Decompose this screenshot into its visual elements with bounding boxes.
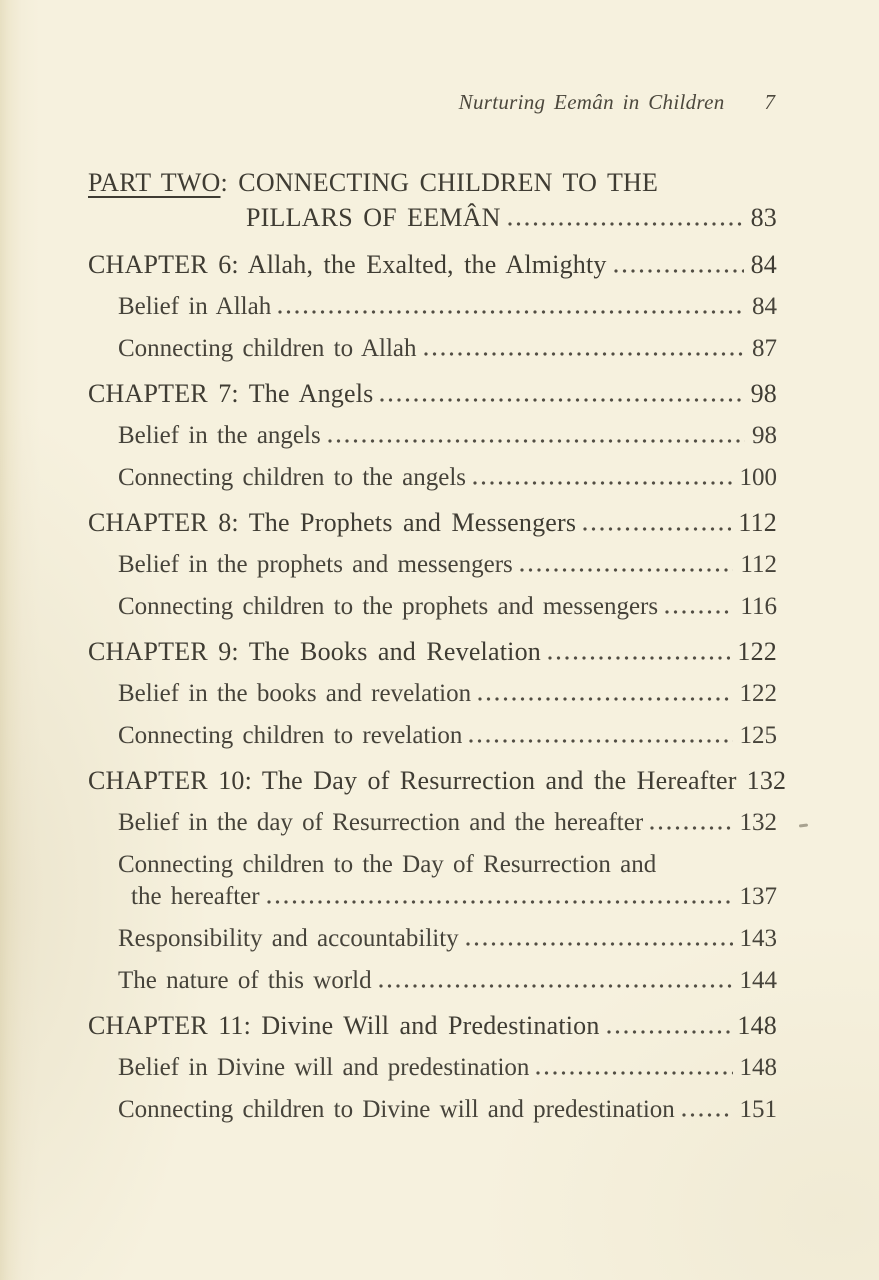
toc-entry-chapter-10 <box>88 765 787 796</box>
toc-part-title-line2: PILLARS OF EEMÂN <box>246 203 501 232</box>
toc-entry-connecting-prophets <box>88 591 777 622</box>
toc-entry-belief-books <box>88 678 777 709</box>
dot-leader <box>583 527 731 531</box>
toc-entry-page: 125 <box>739 722 777 749</box>
dot-leader <box>739 785 745 789</box>
toc-entry-label: Connecting children to revelation <box>118 722 463 749</box>
dot-leader <box>380 398 743 402</box>
dot-leader <box>267 900 733 904</box>
toc-entry-page: 112 <box>740 551 777 578</box>
dot-leader <box>469 739 732 743</box>
running-title: Nurturing Eemân in Children <box>458 90 725 114</box>
toc-part-page: 83 <box>750 203 777 232</box>
toc-entry-belief-divine-will <box>88 1052 777 1083</box>
toc-entry-chapter-6 <box>88 249 777 280</box>
toc-entry-responsibility <box>88 923 777 954</box>
toc-entry-page: 98 <box>752 422 777 449</box>
toc-entry-page: 116 <box>740 593 777 620</box>
toc-entry-connecting-revelation <box>88 720 777 751</box>
toc-entry-label: Belief in Divine will and predestination <box>118 1054 530 1081</box>
toc-entry-page: 122 <box>737 637 777 666</box>
dot-leader <box>379 984 733 988</box>
dot-leader <box>466 942 733 946</box>
toc-entry-page: 148 <box>739 1054 777 1081</box>
dot-leader <box>278 310 745 314</box>
toc-entry-chapter-9 <box>88 636 777 667</box>
toc-entry-page: 84 <box>750 250 777 279</box>
toc-entry-label: Responsibility and accountability <box>118 925 459 952</box>
toc-entry-page: 143 <box>739 925 777 952</box>
toc-entry-page: 87 <box>752 335 777 362</box>
dot-leader <box>473 481 732 485</box>
toc-entry-label-continued: the hereafter <box>131 883 260 910</box>
toc-entry-connecting-angels <box>88 462 777 493</box>
toc-entry-belief-prophets <box>88 549 777 580</box>
dot-leader <box>548 656 730 660</box>
toc-entry-label: Belief in Allah <box>118 293 272 320</box>
toc-entry-label: CHAPTER 11: Divine Will and Predestination <box>88 1011 600 1040</box>
toc-entry-label: Belief in the books and revelation <box>118 680 472 707</box>
toc-entry-label: Belief in the day of Resurrection and the hereafter <box>118 809 644 836</box>
toc-entry-chapter-11 <box>88 1010 777 1041</box>
toc-entry-chapter-7 <box>88 378 777 409</box>
toc-entry-label: Connecting children to Divine will and predestination <box>118 1096 675 1123</box>
toc-entry-label-line2 <box>118 881 777 912</box>
toc-entry-belief-in-allah <box>88 291 777 322</box>
dot-leader <box>614 269 744 273</box>
running-header <box>0 0 879 115</box>
toc-entry-page: 112 <box>738 508 777 537</box>
table-of-contents <box>0 165 879 1125</box>
toc-part-line2 <box>88 200 777 235</box>
dot-leader <box>536 1071 732 1075</box>
dot-leader <box>478 697 732 701</box>
toc-entry-belief-resurrection <box>88 807 777 838</box>
dot-leader <box>508 222 744 226</box>
toc-entry-label: CHAPTER 6: Allah, the Exalted, the Almighty <box>88 250 607 279</box>
toc-entry-label: Connecting children to the Day of Resurrection and <box>118 851 657 878</box>
toc-entry-page: 148 <box>737 1011 777 1040</box>
toc-entry-page: 98 <box>750 379 777 408</box>
toc-entry-label: Belief in the prophets and messengers <box>118 551 513 578</box>
toc-entry-page: 100 <box>739 464 777 491</box>
toc-entry-label: CHAPTER 10: The Day of Resurrection and the Hereafter <box>88 766 737 795</box>
toc-entry-label: Connecting children to Allah <box>118 335 417 362</box>
dot-leader <box>650 826 732 830</box>
toc-entry-label: CHAPTER 7: The Angels <box>88 379 374 408</box>
toc-entry-label: Belief in the angels <box>118 422 321 449</box>
toc-entry-connecting-resurrection <box>88 849 777 912</box>
toc-entry-connecting-allah <box>88 333 777 364</box>
toc-entry-page: 144 <box>739 967 777 994</box>
toc-part-label: PART TWO <box>88 168 221 197</box>
toc-entry-label: CHAPTER 9: The Books and Revelation <box>88 637 541 666</box>
toc-entry-belief-angels <box>88 420 777 451</box>
dot-leader <box>520 568 734 572</box>
toc-part-line1 <box>88 165 777 200</box>
toc-entry-nature-of-world <box>88 965 777 996</box>
dot-leader <box>424 352 745 356</box>
dot-leader <box>682 1113 733 1117</box>
toc-entry-label: The nature of this world <box>118 967 372 994</box>
toc-entry-page: 122 <box>739 680 777 707</box>
dot-leader <box>607 1030 731 1034</box>
toc-entry-page: 132 <box>746 766 787 795</box>
toc-entry-label-line1 <box>118 849 777 880</box>
page-number: 7 <box>764 90 775 114</box>
toc-entry-label: Connecting children to the angels <box>118 464 467 491</box>
dot-leader <box>328 439 745 443</box>
toc-entry-label: CHAPTER 8: The Prophets and Messengers <box>88 508 577 537</box>
toc-part-title-line1: CONNECTING CHILDREN TO THE <box>238 168 659 197</box>
toc-part-separator: : <box>220 168 239 197</box>
toc-entry-page: 132 <box>739 809 777 836</box>
toc-part-heading <box>88 165 777 235</box>
toc-entry-connecting-divine-will <box>88 1094 777 1125</box>
toc-entry-label: Connecting children to the prophets and messengers <box>118 593 659 620</box>
toc-entry-page: 84 <box>752 293 777 320</box>
toc-entry-page: 151 <box>739 1096 777 1123</box>
toc-entry-chapter-8 <box>88 507 777 538</box>
toc-entry-page: 137 <box>739 883 777 910</box>
dot-leader <box>665 610 733 614</box>
